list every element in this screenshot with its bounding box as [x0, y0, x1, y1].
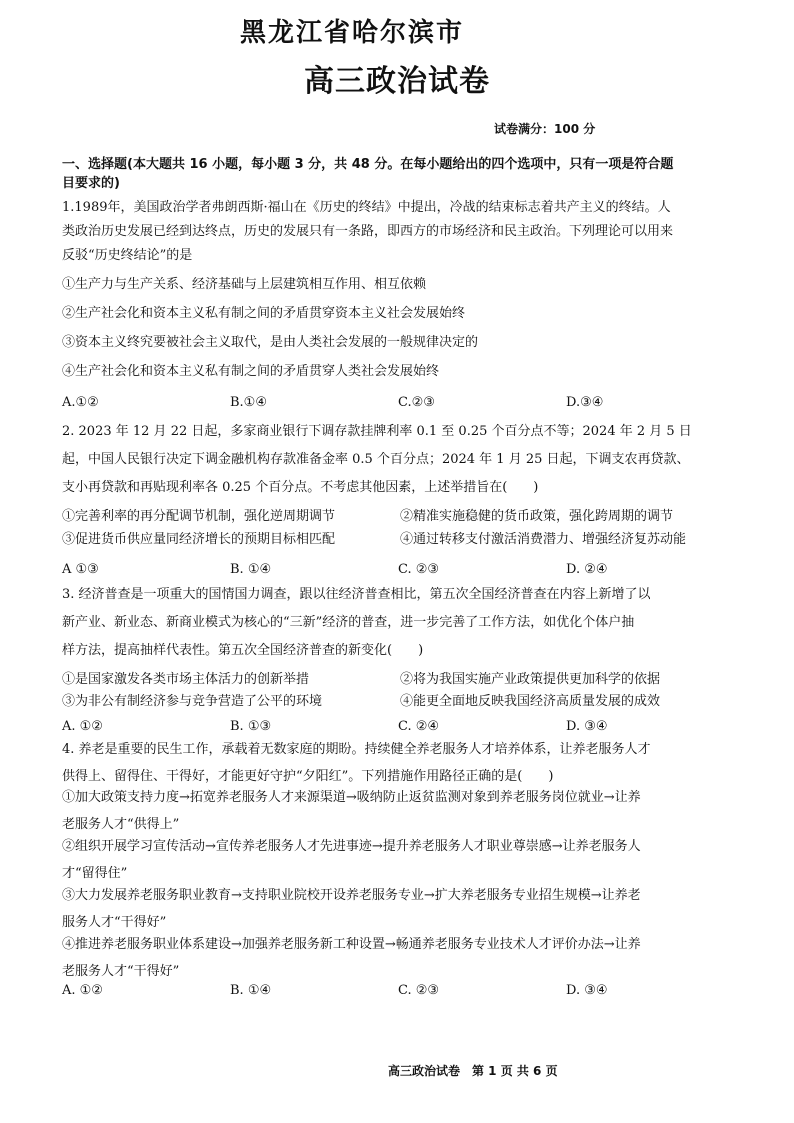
- q1-item-2: ②生产社会化和资本主义私有制之间的矛盾贯穿资本主义社会发展始终: [62, 306, 466, 321]
- clipped-header-text: 黑龙江省哈尔滨市: [240, 18, 465, 48]
- q2-items-row2: [62, 533, 736, 546]
- section-heading-line2: 目要求的): [62, 176, 120, 191]
- q3-item-2: ②将为我国实施产业政策提供更加科学的依据: [400, 672, 661, 687]
- q3-item-3: ③为非公有制经济参与竞争营造了公平的环境: [62, 694, 323, 709]
- q2-option-b: B. ①④: [230, 562, 272, 577]
- score-note: 试卷满分：100 分: [494, 122, 596, 136]
- q2-option-c: C. ②③: [398, 562, 440, 577]
- q1-stem-2: 类政治历史发展已经到达终点，历史的发展只有一条路，即西方的市场经济和民主政治。下列理论可以用来: [62, 224, 674, 239]
- q3-item-4: ④能更全面地反映我国经济高质量发展的成效: [400, 694, 661, 709]
- q4-stem-1: 4. 养老是重要的民生工作，承载着无数家庭的期盼。持续健全养老服务人才培养体系，让养老服务人才: [62, 742, 651, 757]
- page-footer: 高三政治试卷 第 1 页 共 6 页: [388, 1064, 558, 1078]
- q3-option-d: D. ③④: [566, 719, 608, 734]
- q3-items-row1: [62, 673, 736, 686]
- q4-options: [62, 984, 736, 997]
- q2-options: [62, 563, 736, 576]
- q4-item-1b: 老服务人才“供得上”: [62, 817, 180, 832]
- q3-option-a: A. ①②: [62, 719, 103, 734]
- q2-stem-2: 起，中国人民银行决定下调金融机构存款准备金率 0.5 个百分点；2024 年 1 月 25 日起，下调支农再贷款、: [62, 452, 690, 467]
- q4-item-2b: 才“留得住”: [62, 866, 128, 881]
- q4-item-3a: ③大力发展养老服务职业教育→支持职业院校开设养老服务专业→扩大养老服务专业招生规模→让养老: [62, 888, 641, 903]
- q1-stem-1: 1.1989年，美国政治学者弗朗西斯·福山在《历史的终结》中提出，冷战的结束标志着共产主义的终结。人: [62, 200, 671, 215]
- q3-item-1: ①是国家激发各类市场主体活力的创新举措: [62, 672, 310, 687]
- q1-item-4: ④生产社会化和资本主义私有制之间的矛盾贯穿人类社会发展始终: [62, 364, 440, 379]
- q2-stem-3: 支小再贷款和再贴现利率各 0.25 个百分点。不考虑其他因素，上述举措旨在( ): [62, 480, 539, 495]
- q3-stem-1: 3. 经济普查是一项重大的国情国力调查，跟以往经济普查相比，第五次全国经济普查在内容上新增了以: [62, 587, 651, 602]
- q3-stem-3: 样方法，提高抽样代表性。第五次全国经济普查的新变化( ): [62, 643, 424, 658]
- q3-options: [62, 720, 736, 733]
- q1-option-d: D.③④: [566, 395, 604, 410]
- q4-option-a: A. ①②: [62, 983, 103, 998]
- q1-item-3: ③资本主义终究要被社会主义取代，是由人类社会发展的一般规律决定的: [62, 335, 479, 350]
- q2-item-1: ①完善利率的再分配调节机制，强化逆周期调节: [62, 509, 336, 524]
- page-title: 高三政治试卷: [304, 64, 490, 99]
- q3-option-b: B. ①③: [230, 719, 272, 734]
- q1-item-1: ①生产力与生产关系、经济基础与上层建筑相互作用、相互依赖: [62, 277, 427, 292]
- q2-option-d: D. ②④: [566, 562, 608, 577]
- q1-stem-3: 反驳“历史终结论”的是: [62, 248, 193, 263]
- q1-options: [62, 396, 736, 409]
- q2-item-2: ②精准实施稳健的货币政策，强化跨周期的调节: [400, 509, 674, 524]
- q4-item-4a: ④推进养老服务职业体系建设→加强养老服务新工种设置→畅通养老服务专业技术人才评价办法→让养: [62, 937, 641, 952]
- q2-stem-1: 2. 2023 年 12 月 22 日起，多家商业银行下调存款挂牌利率 0.1 至 0.25 个百分点不等；2024 年 2 月 5 日: [62, 424, 692, 439]
- q1-option-b: B.①④: [230, 395, 267, 410]
- q3-stem-2: 新产业、新业态、新商业模式为核心的“三新”经济的普查，进一步完善了工作方法，如优化个体户抽: [62, 615, 635, 630]
- q1-option-a: A.①②: [62, 395, 99, 410]
- q4-item-2a: ②组织开展学习宣传活动→宣传养老服务人才先进事迹→提升养老服务人才职业尊崇感→让养老服务人: [62, 839, 641, 854]
- q4-option-b: B. ①④: [230, 983, 272, 998]
- q1-option-c: C.②③: [398, 395, 435, 410]
- q3-option-c: C. ②④: [398, 719, 440, 734]
- q4-item-3b: 服务人才“干得好”: [62, 915, 167, 930]
- q2-option-a: A ①③: [62, 562, 99, 577]
- q2-items-row1: [62, 510, 736, 523]
- q3-items-row2: [62, 695, 736, 708]
- q2-item-4: ④通过转移支付激活消费潜力、增强经济复苏动能: [400, 532, 687, 547]
- q4-option-c: C. ②③: [398, 983, 440, 998]
- q4-stem-2: 供得上、留得住、干得好，才能更好守护“夕阳红”。下列措施作用路径正确的是( ): [62, 769, 554, 784]
- section-heading-line1: 一、选择题(本大题共 16 小题，每小题 3 分，共 48 分。在每小题给出的四个选项中，只有一项是符合题: [62, 157, 674, 172]
- q4-item-4b: 老服务人才“干得好”: [62, 964, 180, 979]
- q2-item-3: ③促进货币供应量同经济增长的预期目标相匹配: [62, 532, 336, 547]
- question-content: [62, 158, 736, 997]
- q4-item-1a: ①加大政策支持力度→拓宽养老服务人才来源渠道→吸纳防止返贫监测对象到养老服务岗位就业→让养: [62, 790, 641, 805]
- q4-option-d: D. ③④: [566, 983, 608, 998]
